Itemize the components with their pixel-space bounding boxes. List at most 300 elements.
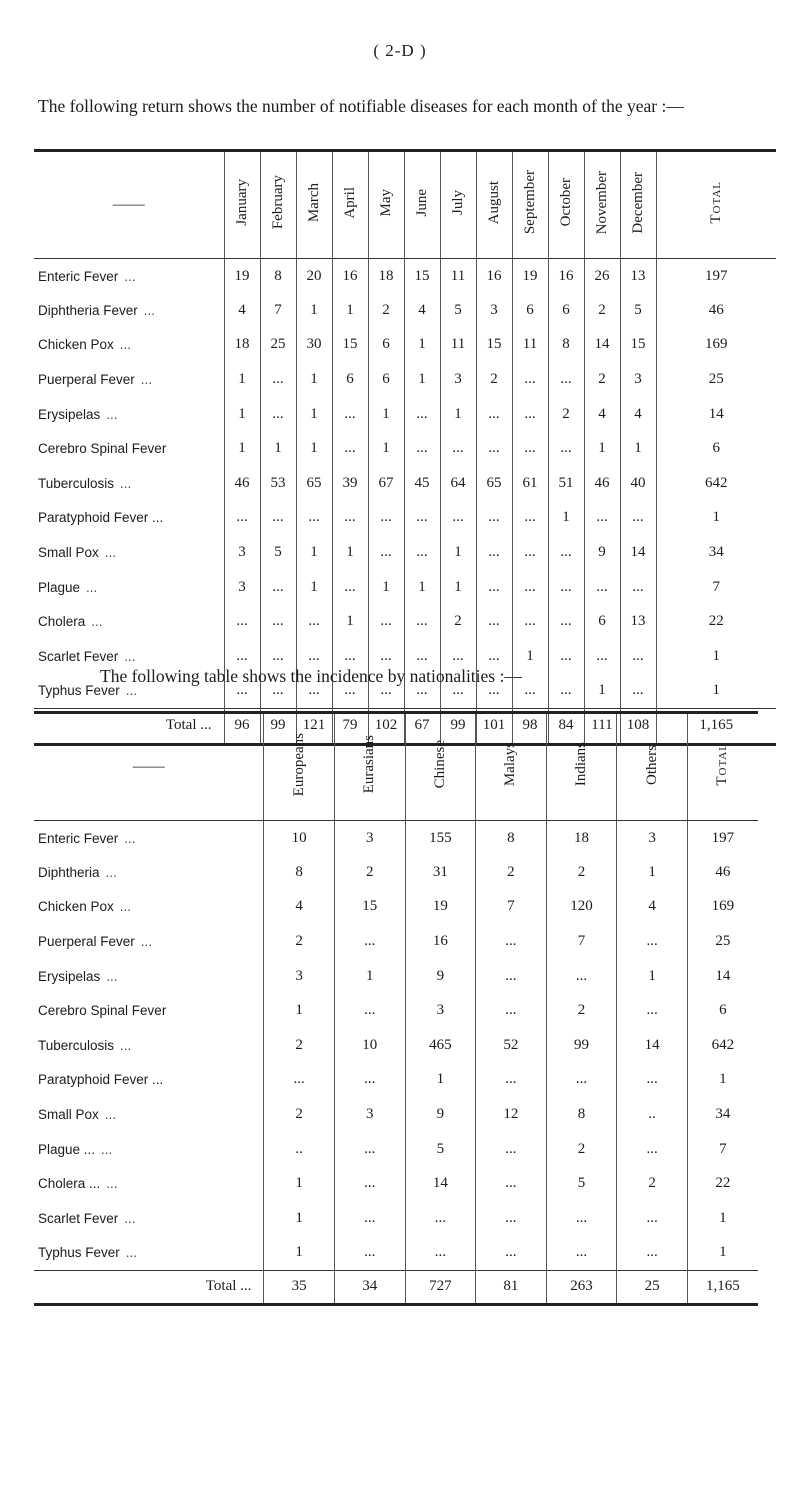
table-cell: 2 xyxy=(617,1166,688,1201)
table-cell: ... xyxy=(512,362,548,397)
table-row xyxy=(34,535,776,570)
table-cell: ... xyxy=(368,604,404,639)
table-cell: ... xyxy=(260,604,296,639)
leader-dots: ... xyxy=(124,268,136,284)
monthly-header-row xyxy=(34,151,776,259)
table-cell: ... xyxy=(617,1063,688,1098)
total-cell: 67 xyxy=(404,708,440,744)
nationality-column-header xyxy=(617,713,688,821)
row-label xyxy=(34,535,224,570)
total-cell: 1,165 xyxy=(656,708,776,744)
disease-name: Cholera xyxy=(38,614,86,630)
disease-name: Plague xyxy=(38,579,81,595)
table-cell: 6 xyxy=(332,362,368,397)
table-cell: 8 xyxy=(548,328,584,363)
monthly-column-label: August xyxy=(485,180,502,225)
disease-name: Cerebro Spinal Fever xyxy=(38,1003,167,1019)
table-cell: ... xyxy=(620,570,656,605)
monthly-column-label: February xyxy=(269,175,286,230)
table-cell: 1 xyxy=(620,431,656,466)
leader-dots: ... xyxy=(124,1210,136,1226)
table-cell: 5 xyxy=(405,1132,476,1167)
total-cell: 263 xyxy=(546,1270,617,1304)
table-cell: ... xyxy=(584,570,620,605)
table-row xyxy=(34,1097,758,1132)
table-cell: 25 xyxy=(260,328,296,363)
table-row xyxy=(34,431,776,466)
table-cell: 3 xyxy=(264,959,335,994)
table-cell: 18 xyxy=(224,328,260,363)
total-cell: 1,165 xyxy=(687,1270,758,1304)
table-cell: ... xyxy=(332,639,368,674)
table-row xyxy=(34,362,776,397)
table-cell: 5 xyxy=(546,1166,617,1201)
table-cell: 2 xyxy=(546,993,617,1028)
monthly-corner-cell: —— xyxy=(34,151,224,259)
table-row xyxy=(34,1028,758,1063)
table-cell: 65 xyxy=(476,466,512,501)
table-cell: 13 xyxy=(620,259,656,294)
nationality-column-label: Eurasians xyxy=(361,735,378,794)
total-cell: 111 xyxy=(584,708,620,744)
nationality-table-body xyxy=(34,821,758,1305)
table-cell: ... xyxy=(548,674,584,709)
table-cell: 14 xyxy=(620,535,656,570)
table-cell: ... xyxy=(476,431,512,466)
table-cell: 1 xyxy=(440,570,476,605)
table-cell: 65 xyxy=(296,466,332,501)
table-cell: 7 xyxy=(476,890,547,925)
monthly-diseases-table xyxy=(34,149,776,746)
table-cell: 8 xyxy=(476,821,547,856)
table-cell: ... xyxy=(512,674,548,709)
table-cell: 19 xyxy=(224,259,260,294)
table-row xyxy=(34,466,776,501)
table-cell: 14 xyxy=(405,1166,476,1201)
table-cell: 30 xyxy=(296,328,332,363)
table-cell: 14 xyxy=(584,328,620,363)
page-number: ( 2-D ) xyxy=(373,41,427,60)
leader-dots: ... xyxy=(101,1141,113,1157)
table-cell: 1 xyxy=(617,855,688,890)
table-row xyxy=(34,821,758,856)
table-cell: ... xyxy=(334,924,405,959)
row-label xyxy=(34,431,224,466)
total-cell: 84 xyxy=(548,708,584,744)
table-cell: 5 xyxy=(620,293,656,328)
table-cell: ... xyxy=(404,431,440,466)
table-cell: ... xyxy=(440,639,476,674)
table-cell: 4 xyxy=(620,397,656,432)
leader-dots: ... xyxy=(125,683,138,699)
table-cell: ... xyxy=(548,639,584,674)
table-cell: ... xyxy=(334,1201,405,1236)
table-cell: 31 xyxy=(405,855,476,890)
table-cell: 12 xyxy=(476,1097,547,1132)
table-cell: 1 xyxy=(584,674,620,709)
table-row xyxy=(34,293,776,328)
nationality-column-header xyxy=(334,713,405,821)
leader-dots: ... xyxy=(104,545,117,561)
table-cell: ... xyxy=(332,397,368,432)
table-cell: 3 xyxy=(617,821,688,856)
row-label xyxy=(34,259,224,294)
table-cell: ... xyxy=(332,570,368,605)
table-cell: ... xyxy=(476,993,547,1028)
table-cell: ... xyxy=(334,1236,405,1271)
table-cell: 1 xyxy=(404,570,440,605)
row-label xyxy=(34,1097,264,1132)
leader-dots: ... xyxy=(140,372,153,388)
table-cell: ... xyxy=(440,674,476,709)
nationality-intro-text: The following table shows the incidence by nationalities :— xyxy=(100,666,522,686)
table-cell: 34 xyxy=(656,535,776,570)
table-cell: ... xyxy=(334,1166,405,1201)
monthly-column-header xyxy=(620,151,656,259)
table-cell: 19 xyxy=(405,890,476,925)
total-cell: 101 xyxy=(476,708,512,744)
table-cell: 64 xyxy=(440,466,476,501)
table-row xyxy=(34,1063,758,1098)
table-cell: 40 xyxy=(620,466,656,501)
table-cell: 1 xyxy=(368,570,404,605)
table-cell: 14 xyxy=(617,1028,688,1063)
table-cell: ... xyxy=(332,674,368,709)
monthly-column-label: March xyxy=(305,182,322,223)
total-cell: 102 xyxy=(368,708,404,744)
table-cell: ... xyxy=(546,1201,617,1236)
nationality-column-header xyxy=(264,713,335,821)
nationality-column-label: Malays xyxy=(502,742,519,787)
table-cell: ... xyxy=(368,535,404,570)
table-cell: ... xyxy=(296,604,332,639)
table-cell: ... xyxy=(260,501,296,536)
table-cell: 2 xyxy=(264,924,335,959)
table-cell: 1 xyxy=(334,959,405,994)
table-cell: 16 xyxy=(405,924,476,959)
table-cell: 26 xyxy=(584,259,620,294)
table-cell: 2 xyxy=(368,293,404,328)
table-cell: 1 xyxy=(332,604,368,639)
table-cell: 11 xyxy=(440,328,476,363)
table-cell: 11 xyxy=(440,259,476,294)
table-cell: 67 xyxy=(368,466,404,501)
table-cell: ... xyxy=(368,674,404,709)
disease-name: Erysipelas xyxy=(38,968,101,984)
total-label: Total ... xyxy=(34,708,224,744)
monthly-column-header xyxy=(368,151,404,259)
table-cell: ... xyxy=(476,959,547,994)
nationality-header-row xyxy=(34,713,758,821)
table-row xyxy=(34,855,758,890)
table-cell: ... xyxy=(476,397,512,432)
table-cell: 1 xyxy=(264,993,335,1028)
table-cell: 46 xyxy=(224,466,260,501)
table-row xyxy=(34,1236,758,1271)
table-cell: 3 xyxy=(440,362,476,397)
disease-name: Erysipelas xyxy=(38,406,101,422)
table-cell: 18 xyxy=(368,259,404,294)
table-cell: ... xyxy=(264,1063,335,1098)
total-cell: 35 xyxy=(264,1270,335,1304)
table-cell: ... xyxy=(404,674,440,709)
table-cell: 11 xyxy=(512,328,548,363)
table-cell: ... xyxy=(617,1201,688,1236)
table-cell: ... xyxy=(440,431,476,466)
table-cell: 22 xyxy=(687,1166,758,1201)
row-label xyxy=(34,570,224,605)
disease-name: Tuberculosis xyxy=(38,475,115,491)
monthly-column-header xyxy=(224,151,260,259)
table-cell: 9 xyxy=(405,1097,476,1132)
nationality-column-header xyxy=(546,713,617,821)
nationality-corner-cell: —— xyxy=(34,713,264,821)
disease-name: Puerperal Fever xyxy=(38,372,135,388)
table-cell: ... xyxy=(224,604,260,639)
disease-name: Small Pox xyxy=(38,1107,99,1123)
table-cell: 22 xyxy=(656,604,776,639)
table-cell: 46 xyxy=(656,293,776,328)
table-cell: ... xyxy=(404,397,440,432)
table-cell: 53 xyxy=(260,466,296,501)
table-cell: ... xyxy=(546,1063,617,1098)
leader-dots: ... xyxy=(119,337,132,353)
table-cell: ... xyxy=(296,639,332,674)
total-cell: 96 xyxy=(224,708,260,744)
row-label xyxy=(34,1028,264,1063)
monthly-column-label: May xyxy=(377,188,394,217)
leader-dots: ... xyxy=(125,1245,138,1261)
monthly-column-header xyxy=(440,151,476,259)
table-cell: 1 xyxy=(617,959,688,994)
table-cell: 2 xyxy=(546,855,617,890)
table-cell: 13 xyxy=(620,604,656,639)
table-row xyxy=(34,1166,758,1201)
table-cell: ... xyxy=(224,674,260,709)
table-cell: ... xyxy=(405,1201,476,1236)
table-cell: 99 xyxy=(546,1028,617,1063)
nationality-column-label: Europeans xyxy=(290,732,307,797)
table-cell: 14 xyxy=(687,959,758,994)
table-cell: 1 xyxy=(224,362,260,397)
table-cell: ... xyxy=(476,924,547,959)
total-cell: 79 xyxy=(332,708,368,744)
table-cell: ... xyxy=(332,501,368,536)
table-cell: 52 xyxy=(476,1028,547,1063)
table-cell: 1 xyxy=(405,1063,476,1098)
table-cell: ... xyxy=(260,639,296,674)
table-row xyxy=(34,1201,758,1236)
table-cell: ... xyxy=(512,431,548,466)
leader-dots: ... xyxy=(106,968,118,984)
table-cell: ... xyxy=(224,501,260,536)
table-cell: ... xyxy=(617,1236,688,1271)
table-cell: 18 xyxy=(546,821,617,856)
table-row xyxy=(34,924,758,959)
table-cell: ... xyxy=(476,1063,547,1098)
monthly-intro-text: The following return shows the number of notifiable diseases for each month of the year :— xyxy=(38,96,684,116)
table-cell: 2 xyxy=(264,1028,335,1063)
table-cell: 7 xyxy=(260,293,296,328)
nationality-column-label: Total xyxy=(714,743,731,786)
table-cell: 61 xyxy=(512,466,548,501)
disease-name: Cerebro Spinal Fever xyxy=(38,441,167,457)
table-cell: ... xyxy=(296,674,332,709)
row-label xyxy=(34,1166,264,1201)
table-cell: ... xyxy=(260,397,296,432)
table-cell: 1 xyxy=(404,362,440,397)
table-cell: 1 xyxy=(656,674,776,709)
table-cell: 4 xyxy=(584,397,620,432)
leader-dots: ... xyxy=(124,648,136,664)
table-row xyxy=(34,890,758,925)
table-cell: ... xyxy=(334,1063,405,1098)
total-cell: 121 xyxy=(296,708,332,744)
table-cell: 6 xyxy=(548,293,584,328)
table-cell: 15 xyxy=(620,328,656,363)
table-cell: ... xyxy=(476,1166,547,1201)
row-label xyxy=(34,1132,264,1167)
table-cell: 1 xyxy=(584,431,620,466)
row-label xyxy=(34,959,264,994)
monthly-column-label: July xyxy=(449,189,466,215)
nationality-column-header xyxy=(687,713,758,821)
table-cell: 15 xyxy=(334,890,405,925)
table-cell: ... xyxy=(260,674,296,709)
disease-name: Enteric Fever xyxy=(38,830,119,846)
table-cell: 15 xyxy=(404,259,440,294)
table-cell: .. xyxy=(617,1097,688,1132)
table-cell: 10 xyxy=(264,821,335,856)
monthly-column-header xyxy=(656,151,776,259)
leader-dots: ... xyxy=(119,899,132,915)
table-cell: 1 xyxy=(264,1166,335,1201)
table-row xyxy=(34,570,776,605)
nationality-column-label: Chinese xyxy=(431,740,448,789)
row-label xyxy=(34,1201,264,1236)
table-cell: ... xyxy=(476,501,512,536)
table-cell: 6 xyxy=(584,604,620,639)
table-cell: ... xyxy=(476,1201,547,1236)
table-cell: ... xyxy=(404,639,440,674)
row-label xyxy=(34,1063,264,1098)
table-cell: 1 xyxy=(296,293,332,328)
table-cell: ... xyxy=(334,1132,405,1167)
disease-name: Cholera ... xyxy=(38,1176,101,1192)
disease-name: Chicken Pox xyxy=(38,337,114,353)
table-cell: ... xyxy=(332,431,368,466)
row-label xyxy=(34,362,224,397)
table-cell: 5 xyxy=(440,293,476,328)
leader-dots: ... xyxy=(91,614,103,630)
monthly-column-label: June xyxy=(413,188,430,217)
total-cell: 99 xyxy=(260,708,296,744)
table-cell: ... xyxy=(334,993,405,1028)
disease-name: Scarlet Fever xyxy=(38,648,119,664)
table-cell: 1 xyxy=(264,1201,335,1236)
table-cell: ... xyxy=(476,639,512,674)
monthly-column-header xyxy=(584,151,620,259)
table-cell: 15 xyxy=(476,328,512,363)
table-cell: ... xyxy=(476,674,512,709)
table-cell: ... xyxy=(548,570,584,605)
table-cell: ... xyxy=(584,639,620,674)
table-row xyxy=(34,397,776,432)
monthly-column-label: December xyxy=(629,171,646,234)
table-cell: 1 xyxy=(512,639,548,674)
table-cell: ... xyxy=(405,1236,476,1271)
disease-name: Chicken Pox xyxy=(38,899,114,915)
nationality-column-label: Others xyxy=(643,744,660,785)
disease-name: Diphtheria xyxy=(38,864,100,880)
table-cell: ... xyxy=(404,501,440,536)
table-cell: 3 xyxy=(405,993,476,1028)
monthly-column-header xyxy=(404,151,440,259)
table-cell: 51 xyxy=(548,466,584,501)
monthly-column-label: January xyxy=(233,179,250,226)
table-cell: 7 xyxy=(656,570,776,605)
table-cell: 197 xyxy=(656,259,776,294)
table-cell: 2 xyxy=(546,1132,617,1167)
row-label xyxy=(34,993,264,1028)
table-cell: 20 xyxy=(296,259,332,294)
disease-name: Small Pox xyxy=(38,545,99,561)
table-cell: ... xyxy=(620,639,656,674)
table-cell: 6 xyxy=(656,431,776,466)
table-cell: 4 xyxy=(224,293,260,328)
table-cell: 6 xyxy=(368,362,404,397)
table-cell: ... xyxy=(617,924,688,959)
row-label xyxy=(34,604,224,639)
monthly-column-header xyxy=(296,151,332,259)
table-cell: 1 xyxy=(332,535,368,570)
monthly-column-label: October xyxy=(557,178,574,227)
table-cell: 3 xyxy=(334,1097,405,1132)
monthly-column-header xyxy=(332,151,368,259)
table-cell: ... xyxy=(620,674,656,709)
row-label xyxy=(34,501,224,536)
disease-name: Plague ... xyxy=(38,1141,96,1157)
leader-dots: ... xyxy=(86,579,98,595)
table-cell: ... xyxy=(512,604,548,639)
table-cell: 169 xyxy=(656,328,776,363)
table-cell: 25 xyxy=(656,362,776,397)
nationality-column-header xyxy=(405,713,476,821)
table-row xyxy=(34,959,758,994)
table-cell: 1 xyxy=(224,397,260,432)
table-cell: 19 xyxy=(512,259,548,294)
table-cell: 3 xyxy=(224,535,260,570)
table-cell: 5 xyxy=(260,535,296,570)
table-cell: 1 xyxy=(440,535,476,570)
table-row xyxy=(34,1132,758,1167)
table-cell: ... xyxy=(260,570,296,605)
table-cell: 1 xyxy=(260,431,296,466)
table-cell: ... xyxy=(620,501,656,536)
leader-dots: ... xyxy=(105,864,117,880)
table-cell: 9 xyxy=(584,535,620,570)
row-label xyxy=(34,924,264,959)
table-cell: ... xyxy=(260,362,296,397)
table-cell: 46 xyxy=(687,855,758,890)
table-cell: 45 xyxy=(404,466,440,501)
monthly-column-label: Total xyxy=(707,181,724,224)
table-cell: .. xyxy=(264,1132,335,1167)
table-cell: ... xyxy=(546,959,617,994)
table-cell: 2 xyxy=(584,362,620,397)
row-label xyxy=(34,293,224,328)
table-cell: ... xyxy=(368,501,404,536)
